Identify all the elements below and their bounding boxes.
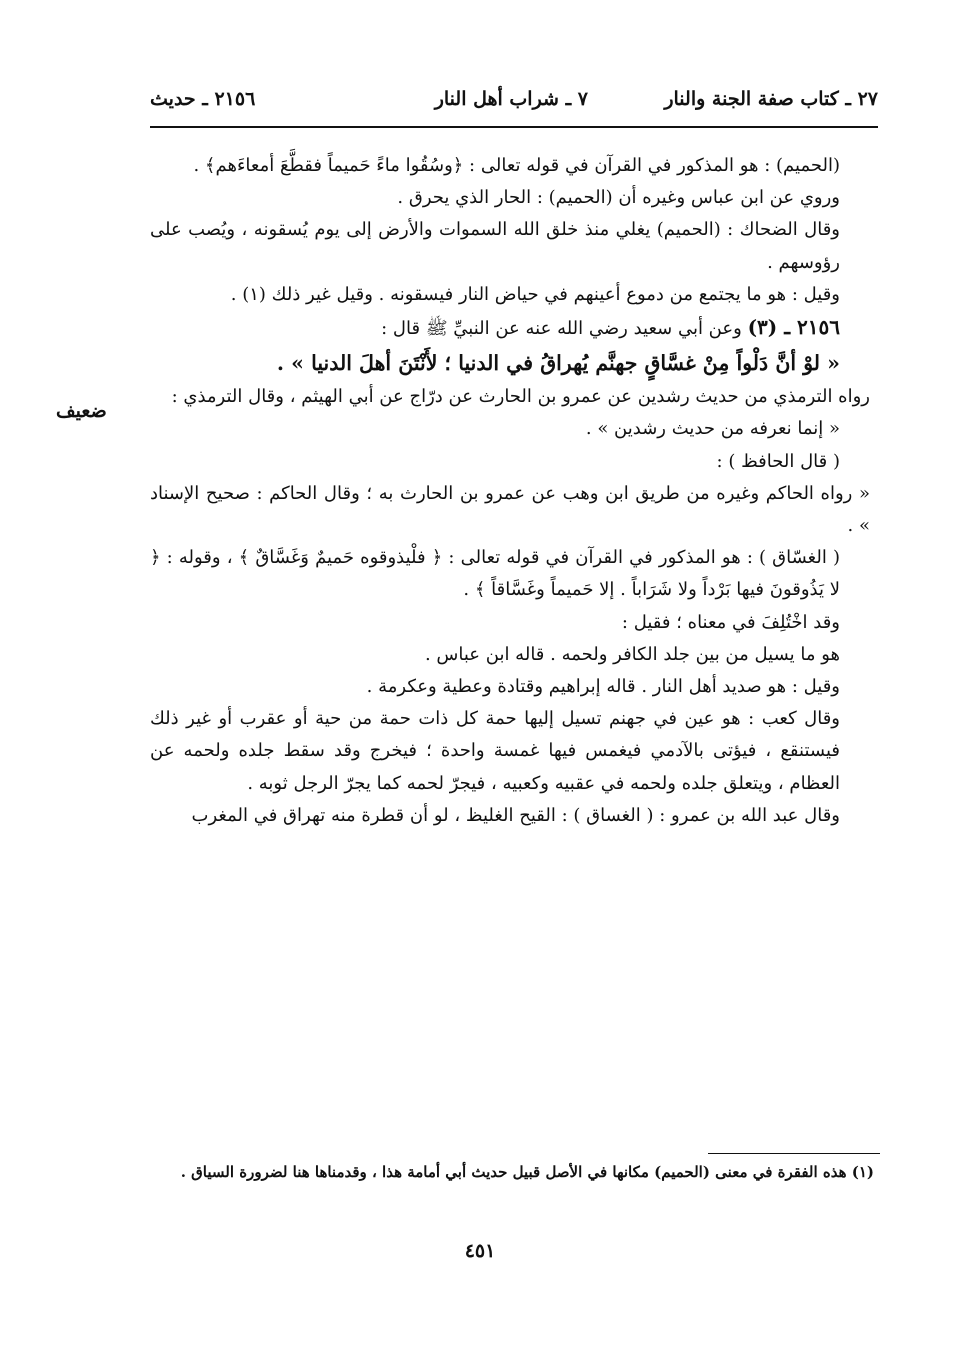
paragraph-ibn-abbas-opinion: هو ما يسيل من بين جلد الكافر ولحمه . قاله ابن عباس . xyxy=(424,643,840,665)
running-header xyxy=(150,84,878,118)
page-number: ٤٥١ xyxy=(464,1240,496,1262)
hadith-grade-label: ضعيف xyxy=(56,400,107,422)
hadith-text: « لوْ أنَّ دَلْواً مِنْ غسَّاقٍ جهنَّم يُهراقُ في الدنيا ؛ لأَنْتَنَ أهلَ الدنيا » . xyxy=(276,351,840,376)
paragraph-ghassaq-definition: ( الغسّاق ) : هو المذكور في القرآن في قوله تعالى : ﴿ فلْيذوقوه حَميمٌ وَغَسَّاقٌ ﴾ ، وقوله : ﴿ لا يَذُوقونَ فيها بَرْداً ولا شَرَاباً . إلا حَميماً وغَسَّاقاً ﴾ . xyxy=(150,547,840,601)
paragraph-tirmidhi: رواه الترمذي من حديث رشدين عن عمرو بن الحارث عن درّاج عن أبي الهيثم ، وقال الترمذي : xyxy=(171,386,870,408)
paragraph-ibn-abbas: وروي عن ابن عباس وغيره أن (الحميم) : الحار الذي يحرق . xyxy=(397,187,840,209)
hadith-isnad: وعن أبي سعيد رضي الله عنه عن النبيِّ ﷺ قال : xyxy=(381,318,742,340)
footnote xyxy=(150,1160,874,1184)
paragraph-abdullah-opinion: وقال عبد الله بن عمرو : ( الغساق ) : القيح الغليظ ، لو أن قطرة منه تهراق في المغرب xyxy=(191,804,840,826)
header-hadith-ref: ٢١٥٦ ـ حديث xyxy=(150,88,256,110)
footnote-divider xyxy=(708,1153,880,1154)
paragraph-hafiz-label: ( قال الحافظ ) : xyxy=(716,450,840,472)
paragraph-hakim: « رواه الحاكم وغيره من طريق ابن وهب عن عمرو بن الحارث به ؛ وقال الحاكم : صحيح الإسناد » . xyxy=(150,482,870,537)
header-book-title: ٢٧ ـ كتاب صفة الجنة والنار xyxy=(664,88,878,110)
paragraph-other-opinion: وقيل : هو ما يجتمع من دموع أعينهم في حياض النار فيسقونه . وقيل غير ذلك (١) . xyxy=(230,283,840,305)
header-divider xyxy=(150,126,878,128)
paragraph-ibrahim-opinion: وقيل : هو صديد أهل النار . قاله إبراهيم وقتادة وعطية وعكرمة . xyxy=(366,676,840,698)
paragraph-dahhak: وقال الضحاك : (الحميم) يغلي منذ خلق الله السموات والأرض إلى يوم يُسقونه ، ويُصب على رؤوسهم . xyxy=(150,219,840,273)
paragraph-kaab-opinion: وقال كعب : هو عين في جهنم تسيل إليها حمة كل ذات حمة من حية أو عقرب أو غير ذلك فيستنقع ، فيؤتى بالآدمي فيغمس فيها غمسة واحدة ؛ فيخرج وقد سقط جلده ولحمه عن العظام ، ويتعلق جلده ولحمه في عقبيه وكعبيه ، فيجرّ لحمه كما يجرّ الرجل ثوبه . xyxy=(150,708,840,794)
paragraph-tirmidhi-quote: « إنما نعرفه من حديث رشدين » . xyxy=(585,418,840,440)
paragraph-hadith-intro xyxy=(150,311,870,345)
footnote-text: (١) هذه الفقرة في معنى (الحميم) مكانها في الأصل قبيل حديث أبي أمامة هذا ، وقدمناها هنا لضرورة السياق . xyxy=(180,1163,874,1181)
hadith-number: ٢١٥٦ ـ (٣) xyxy=(747,315,840,340)
paragraph-disagreement: وقد اخْتُلِفَ في معناه ؛ فقيل : xyxy=(621,611,840,633)
paragraph-hamim-definition: (الحميم) : هو المذكور في القرآن في قوله تعالى : ﴿وسُقُوا ماءً حَميماً فقطَّعَ أمعاءَهم﴾ . xyxy=(193,155,840,176)
main-text xyxy=(150,150,870,832)
header-chapter-title: ٧ ـ شراب أهل النار xyxy=(434,88,588,110)
